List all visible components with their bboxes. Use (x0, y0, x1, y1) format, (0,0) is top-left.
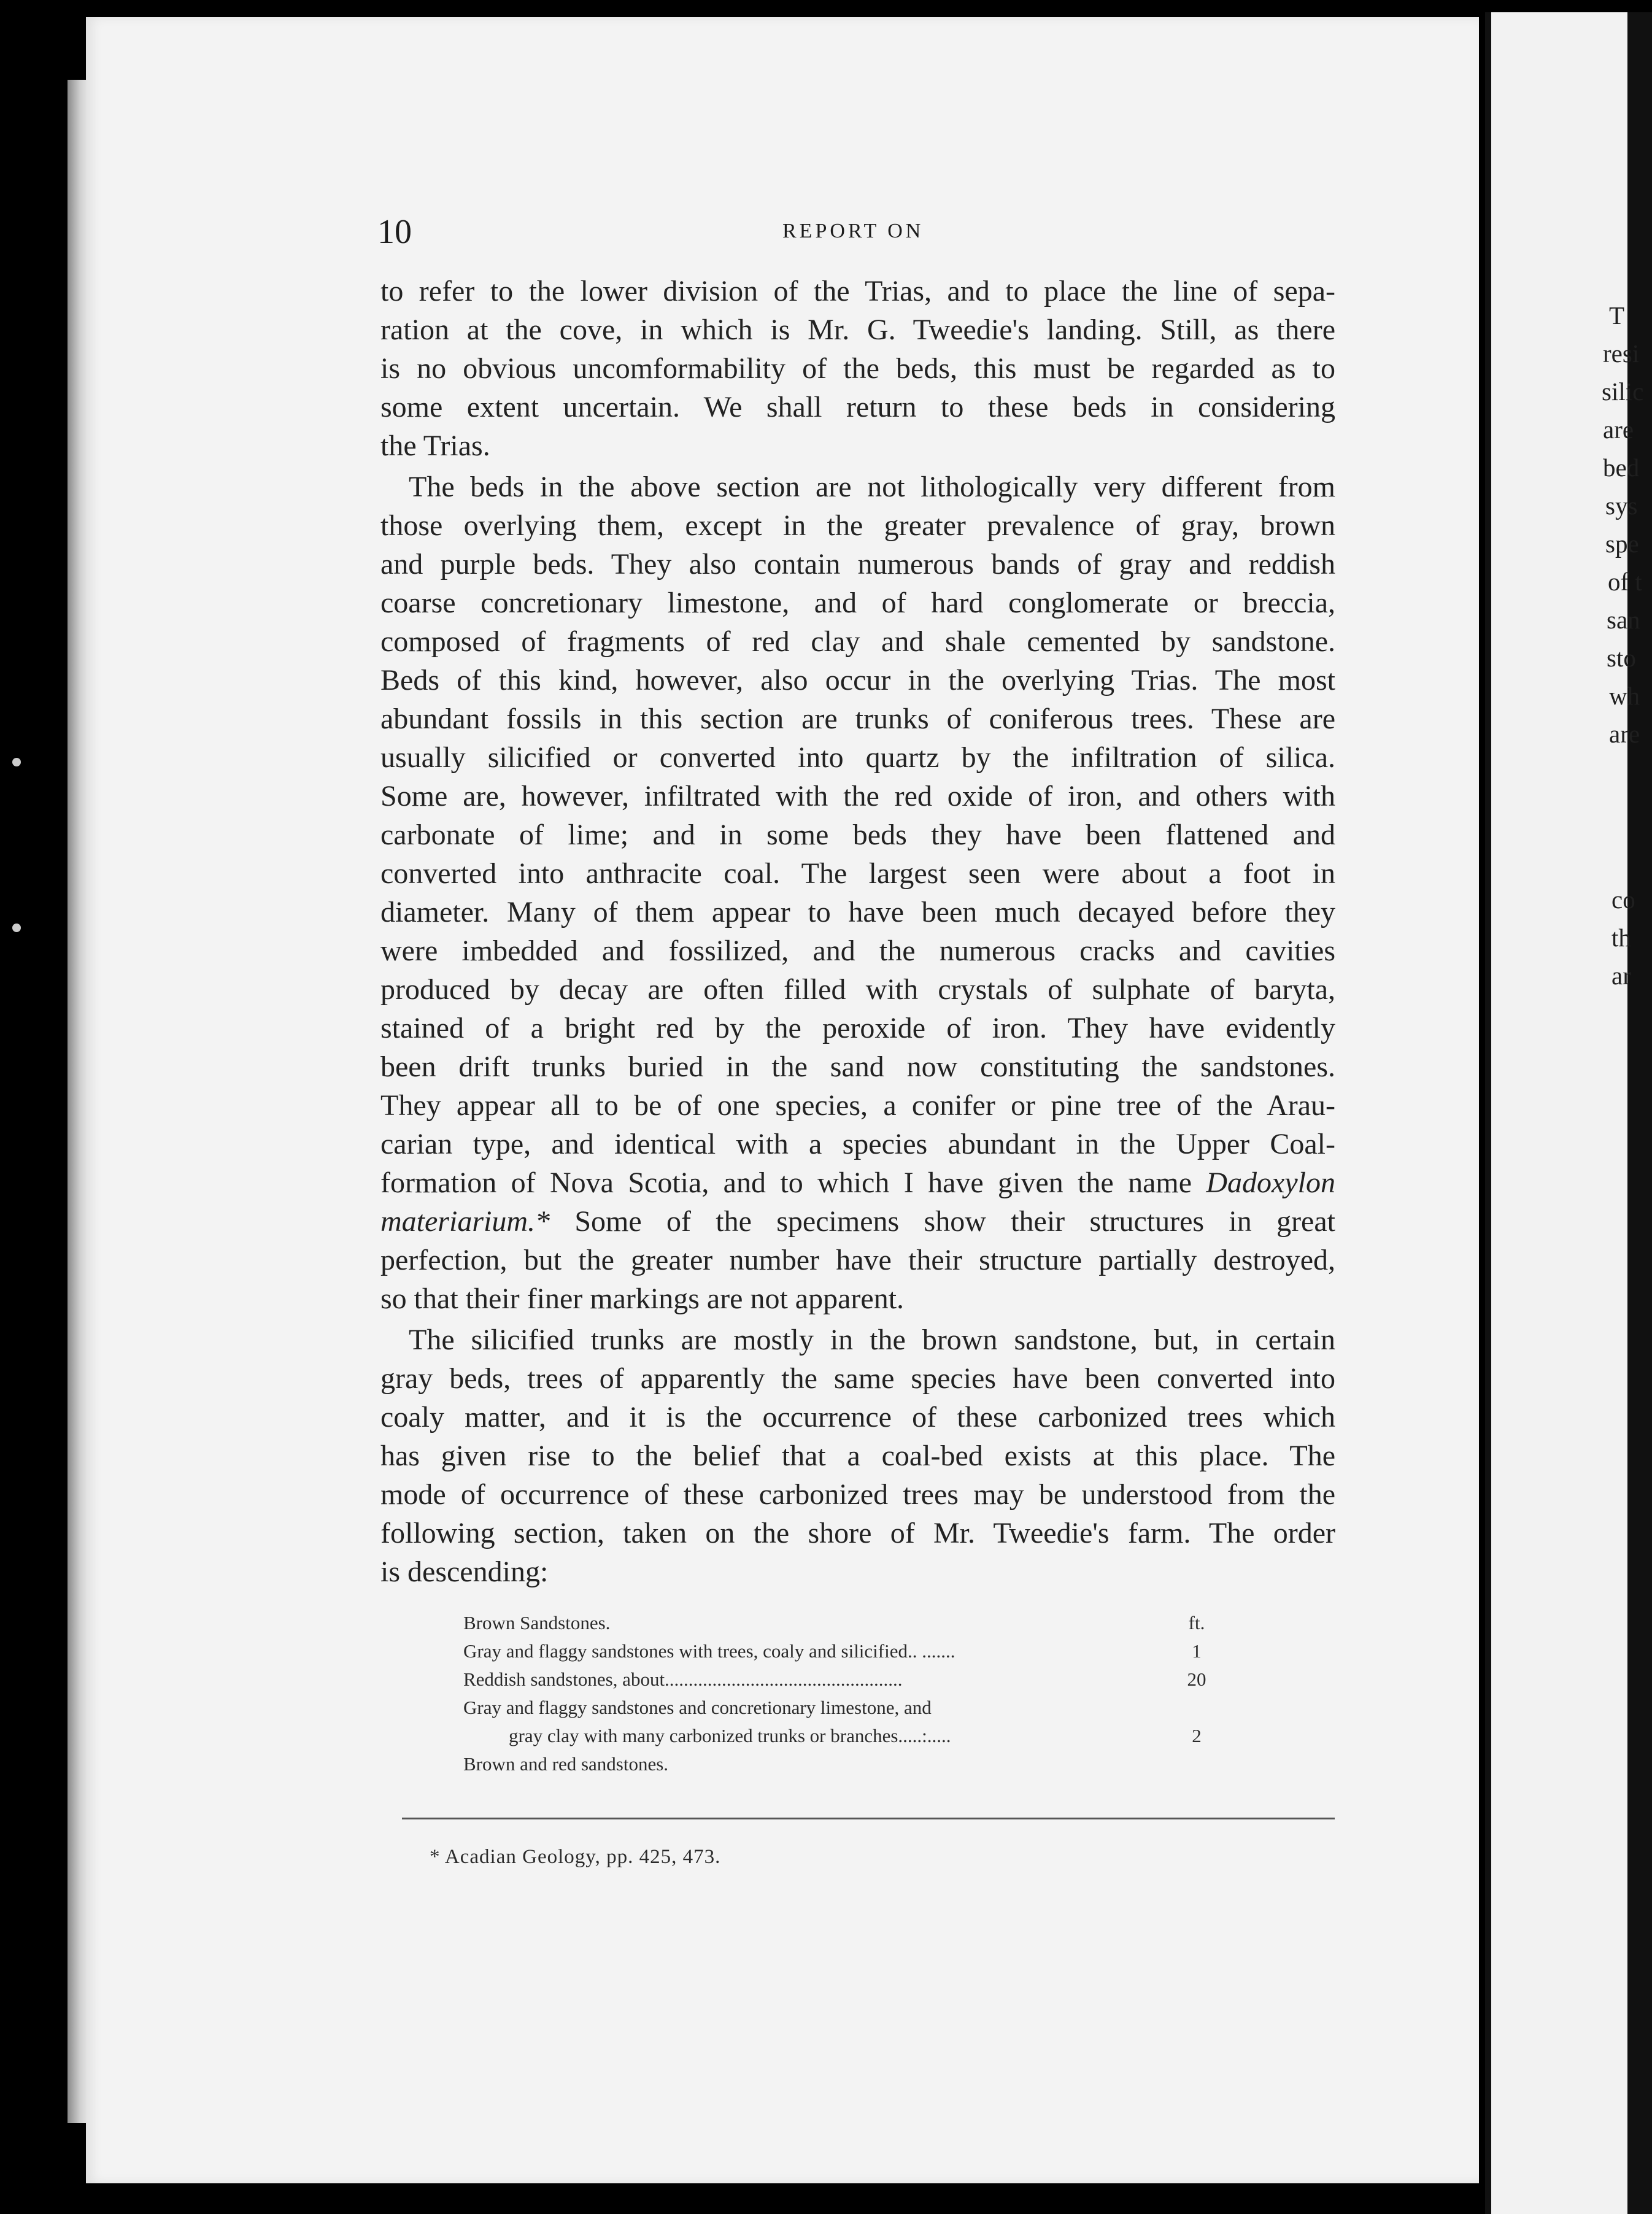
adjacent-word: silic (1602, 377, 1644, 406)
body-text (380, 272, 1335, 1591)
adjacent-word: of t (1608, 568, 1642, 596)
text-line: Beds of this kind, however, also occur in the overlying Trias. The most (380, 664, 1335, 696)
adjacent-word: sys (1605, 492, 1638, 520)
section-row (463, 1637, 1215, 1665)
section-value: 20 (1187, 1668, 1206, 1690)
text-line: those overlying them, except in the greater prevalence of gray, brown (380, 509, 1335, 542)
page-number: 10 (377, 213, 412, 251)
text-line: the Trias. (380, 430, 490, 462)
text-line: and purple beds. They also contain numerous bands of gray and reddish (380, 548, 1335, 580)
footnote-rule (402, 1818, 1335, 1819)
text-line (380, 1163, 1335, 1202)
text-line: converted into anthracite coal. The largest seen were about a foot in (380, 857, 1335, 890)
section-table (463, 1609, 1215, 1778)
text-line: so that their finer markings are not apparent. (380, 1282, 905, 1315)
text-line: abundant fossils in this section are trunks of coniferous trees. These are (380, 703, 1335, 735)
adjacent-word: resi (1603, 339, 1640, 368)
text-line: following section, taken on the shore of Mr. Tweedie's farm. The order (380, 1517, 1335, 1549)
section-desc: Gray and flaggy sandstones and concretionary limestone, and (463, 1697, 932, 1718)
text-line: The beds in the above section are not lithologically very different from (409, 471, 1335, 503)
text-line: has given rise to the belief that a coal-bed exists at this place. The (380, 1440, 1335, 1472)
running-title: REPORT ON (782, 220, 924, 242)
italic-term: materiarium.* (380, 1205, 550, 1238)
text-line: is no obvious uncomformability of the beds, this must be regarded as to (380, 352, 1335, 385)
section-row (463, 1750, 1215, 1778)
text-line: gray beds, trees of apparently the same species have been converted into (380, 1362, 1335, 1395)
section-desc: Reddish sandstones, about.................................................. (463, 1668, 903, 1690)
text-line: been drift trunks buried in the sand now constituting the sandstones. (380, 1051, 1335, 1083)
section-value: 1 (1192, 1640, 1202, 1662)
text-line: stained of a bright red by the peroxide of iron. They have evidently (380, 1012, 1335, 1044)
text-line: They appear all to be of one species, a conifer or pine tree of the Arau- (380, 1089, 1335, 1122)
text-line: is descending: (380, 1556, 549, 1588)
adjacent-word: san (1607, 606, 1640, 634)
section-unit: ft. (1188, 1612, 1205, 1634)
text-line: were imbedded and fossilized, and the numerous cracks and cavities (380, 935, 1335, 967)
text-line: perfection, but the greater number have their structure partially destroyed, (380, 1244, 1335, 1276)
text-segment: formation of Nova Scotia, and to which I have given the name (380, 1167, 1192, 1199)
text-line: carbonate of lime; and in some beds they have been flattened and (380, 819, 1335, 851)
adjacent-word: sto (1607, 644, 1636, 672)
text-line: to refer to the lower division of the Trias, and to place the line of sepa- (380, 275, 1335, 307)
text-line: coarse concretionary limestone, and of hard conglomerate or breccia, (380, 587, 1335, 619)
adjacent-word: T (1609, 301, 1625, 330)
section-value: 2 (1192, 1725, 1202, 1746)
text-line: usually silicified or converted into quartz by the infiltration of silica. (380, 741, 1335, 774)
text-line: some extent uncertain. We shall return to these beds in considering (380, 391, 1335, 423)
adjacent-word: ar (1611, 962, 1631, 990)
italic-term: Dadoxylon (1206, 1167, 1335, 1199)
section-row (463, 1609, 1215, 1637)
text-line: composed of fragments of red clay and shale cemented by sandstone. (380, 625, 1335, 658)
text-line: diameter. Many of them appear to have been much decayed before they (380, 896, 1335, 928)
text-line (380, 1202, 1335, 1241)
section-desc: Brown and red sandstones. (463, 1753, 669, 1775)
text-line: produced by decay are often filled with crystals of sulphate of baryta, (380, 973, 1335, 1006)
text-line: mode of occurrence of these carbonized trees may be understood from the (380, 1478, 1335, 1511)
section-desc: Gray and flaggy sandstones with trees, coaly and silicified.. ....... (463, 1640, 955, 1662)
adjacent-word: wh (1609, 682, 1640, 710)
adjacent-word: th (1611, 924, 1631, 952)
footnote: * Acadian Geology, pp. 425, 473. (430, 1846, 721, 1868)
adjacent-word: spe (1605, 530, 1639, 558)
scan-speck (12, 924, 21, 932)
adjacent-word: bed (1603, 453, 1640, 482)
text-line: The silicified trunks are mostly in the brown sandstone, but, in certain (409, 1324, 1335, 1356)
adjacent-word: co (1611, 885, 1635, 914)
adjacent-word: are (1603, 415, 1634, 444)
adjacent-page (1485, 12, 1652, 2214)
scan-speck (12, 758, 21, 766)
section-desc: Brown Sandstones. (463, 1612, 611, 1634)
section-row (463, 1694, 1215, 1722)
text-line: ration at the cove, in which is Mr. G. Tweedie's landing. Still, as there (380, 314, 1335, 346)
section-desc: gray clay with many carbonized trunks or branches.....:..... (509, 1725, 951, 1746)
text-line: carian type, and identical with a species abundant in the Upper Coal- (380, 1128, 1335, 1160)
gutter-line (1485, 12, 1491, 2214)
adjacent-word: are (1609, 720, 1640, 748)
page-edge-shadow (68, 80, 88, 2123)
text-line: Some are, however, infiltrated with the red oxide of iron, and others with (380, 780, 1335, 812)
text-line: coaly matter, and it is the occurrence of these carbonized trees which (380, 1401, 1335, 1433)
section-row (463, 1722, 1215, 1750)
section-row (463, 1665, 1215, 1694)
text-segment: Some of the specimens show their structures in great (574, 1205, 1335, 1238)
